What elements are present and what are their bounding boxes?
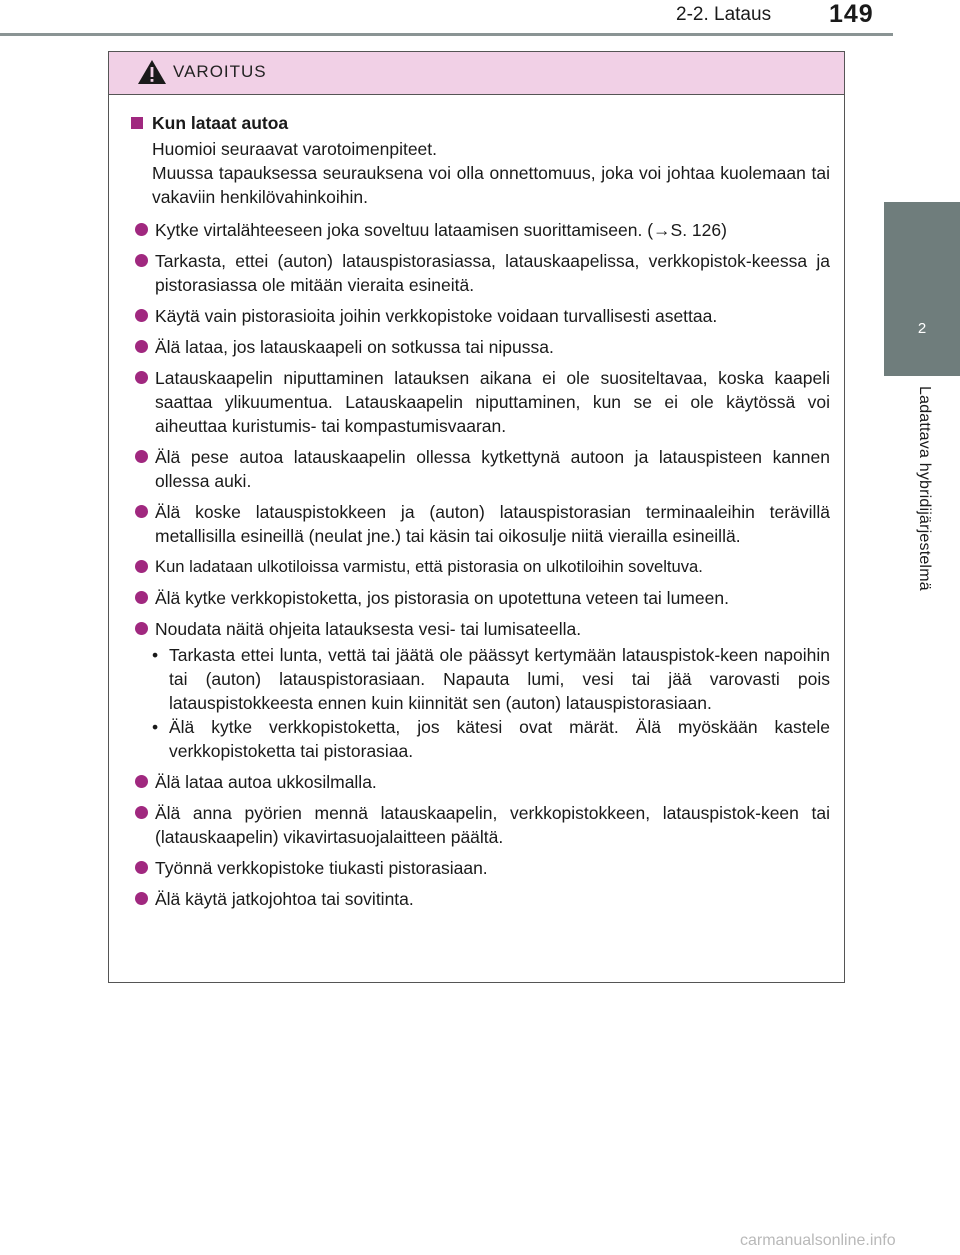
warning-item <box>131 617 830 641</box>
warning-item <box>131 218 830 242</box>
warning-item-text: Latauskaapelin niputtaminen latauksen aikana ei ole suositeltavaa, koska kaapeli saattaa ylikuumentua. Latauskaapelin niputtaminen, kun se ei ole käytössä voi aiheuttaa kuristumis- tai kompastumisvaaran. <box>155 368 830 436</box>
warning-label: VAROITUS <box>173 62 267 81</box>
warning-item <box>131 366 830 438</box>
warning-section-title-text: Kun lataat autoa <box>152 113 289 133</box>
round-bullet-icon <box>135 861 148 874</box>
round-bullet-icon <box>135 622 148 635</box>
warning-sub-list <box>131 643 830 763</box>
warning-sub-item <box>131 643 830 715</box>
warning-item-text: Noudata näitä ohjeita latauksesta vesi- tai lumisateella. <box>155 619 582 639</box>
round-bullet-icon <box>135 775 148 788</box>
warning-item-text: Älä lataa, jos latauskaapeli on sotkussa tai nipussa. <box>155 337 554 357</box>
warning-item-text: Älä anna pyörien mennä latauskaapelin, verkkopistokkeen, latauspistok-keen tai (latauskaapelin) vikavirtasuojalaitteen päältä. <box>155 803 830 847</box>
warning-item <box>131 500 830 548</box>
round-bullet-icon <box>135 560 148 573</box>
round-bullet-icon <box>135 806 148 819</box>
warning-content <box>109 95 844 911</box>
warning-item-text: Älä pese autoa latauskaapelin ollessa kytkettynä autoon ja latauspisteen kannen ollessa auki. <box>155 447 830 491</box>
footer-watermark: carmanualsonline.info <box>740 1232 896 1249</box>
section-title: 2-2. Lataus <box>676 4 772 25</box>
header-divider <box>0 33 893 36</box>
small-bullet-icon: • <box>152 717 159 737</box>
round-bullet-icon <box>135 254 148 267</box>
warning-triangle-icon <box>137 58 167 86</box>
warning-sub-item-text: Älä kytke verkkopistoketta, jos kätesi ovat märät. Älä myöskään kastele verkkopistoketta tai pistorasiaa. <box>169 717 830 761</box>
warning-item <box>131 445 830 493</box>
round-bullet-icon <box>135 371 148 384</box>
warning-item-text: Tarkasta, ettei (auton) latauspistorasiassa, latauskaapelissa, verkkopistok-keessa ja pistorasiassa ole mitään vieraita esineitä. <box>155 251 830 295</box>
page-number: 149 <box>829 0 874 28</box>
warning-item-text: Älä lataa autoa ukkosilmalla. <box>155 772 377 792</box>
warning-item-text: Älä koske latauspistokkeen ja (auton) latauspistorasian terminaaleihin terävillä metallisilla esineillä (neulat jne.) tai käsin tai oikosulje niitä vierailla esineillä. <box>155 502 830 546</box>
round-bullet-icon <box>135 309 148 322</box>
small-bullet-icon: • <box>152 645 159 665</box>
chapter-tab[interactable] <box>884 202 960 376</box>
warning-item-text: Älä käytä jatkojohtoa tai sovitinta. <box>155 889 414 909</box>
warning-item <box>131 586 830 610</box>
chapter-label: Ladattava hybridijärjestelmä <box>916 386 933 591</box>
round-bullet-icon <box>135 340 148 353</box>
round-bullet-icon <box>135 892 148 905</box>
warning-item <box>131 801 830 849</box>
chapter-number: 2 <box>917 320 927 337</box>
warning-item <box>131 249 830 297</box>
warning-item-text: Käytä vain pistorasioita joihin verkkopistoke voidaan turvallisesti asettaa. <box>155 306 718 326</box>
round-bullet-icon <box>135 591 148 604</box>
warning-item <box>131 335 830 359</box>
warning-intro: Huomioi seuraavat varotoimenpiteet. <box>152 139 438 159</box>
warning-item-text: Kun ladataan ulkotiloissa varmistu, että pistorasia on ulkotiloihin soveltuva. <box>155 557 703 576</box>
round-bullet-icon <box>135 450 148 463</box>
warning-item <box>131 856 830 880</box>
warning-section-title <box>131 111 830 135</box>
warning-item <box>131 555 830 579</box>
warning-item-text: Älä kytke verkkopistoketta, jos pistorasia on upotettuna veteen tai lumeen. <box>155 588 729 608</box>
warning-item <box>131 304 830 328</box>
warning-sub-item-text: Tarkasta ettei lunta, vettä tai jäätä ole päässyt kertymään latauspistok-keen napoihin tai (auton) latauspistorasiaan. Napauta lumi, vesi tai jää varovasti pois latauspistokkeesta ennen kuin kiinnität sen (auton) latauspistorasiaan. <box>169 645 830 713</box>
warning-header <box>109 52 844 95</box>
warning-item <box>131 887 830 911</box>
warning-intro: Muussa tapauksessa seurauksena voi olla onnettomuus, joka voi johtaa kuolemaan tai vakaviin henkilövahinkoihin. <box>152 163 830 207</box>
warning-item-text: Kytke virtalähteeseen joka soveltuu lataamisen suorittamiseen. (→S. 126) <box>155 220 727 240</box>
square-bullet-icon <box>131 117 143 129</box>
round-bullet-icon <box>135 223 148 236</box>
warning-item <box>131 770 830 794</box>
warning-box <box>108 51 845 983</box>
round-bullet-icon <box>135 505 148 518</box>
warning-sub-item <box>131 715 830 763</box>
warning-item-text: Työnnä verkkopistoke tiukasti pistorasiaan. <box>155 858 488 878</box>
